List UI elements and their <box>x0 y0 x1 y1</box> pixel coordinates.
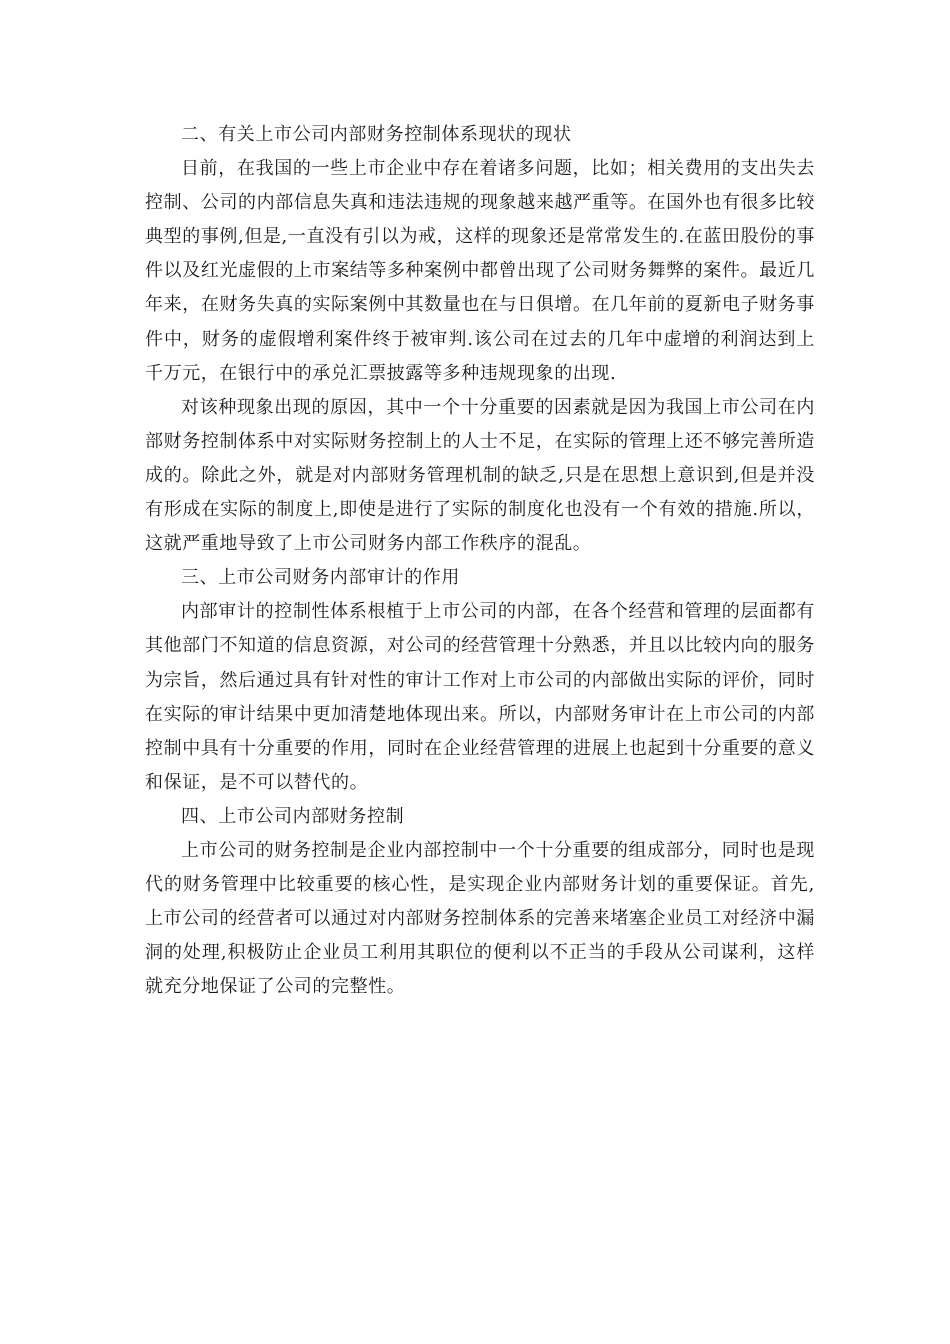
paragraph-audit-role: 内部审计的控制性体系根植于上市公司的内部，在各个经营和管理的层面都有其他部门不知道的信息资源，对公司的经营管理十分熟悉，并且以比较内向的服务为宗旨，然后通过具有针对性的审计工作对上市公司的内部做出实际的评价，同时在实际的审计结果中更加清楚地体现出来。所以，内部财务审计在上市公司的内部控制中具有十分重要的作用，同时在企业经营管理的进展上也起到十分重要的意义和保证，是不可以替代的。 <box>145 601 815 793</box>
section-heading-2: 二、有关上市公司内部财务控制体系现状的现状 <box>181 124 572 145</box>
paragraph-status-examples: 日前，在我国的一些上市企业中存在着诸多问题，比如；相关费用的支出失去控制、公司的内部信息失真和违法违规的现象越来越严重等。在国外也有很多比较典型的事例,但是,一直没有引以为戒，这样的现象还是常常发生的.在蓝田股份的事件以及红光虚假的上市案结等多种案例中都曾出现了公司财务舞弊的案件。最近几年来，在财务失真的实际案例中其数量也在与日俱增。在几年前的夏新电子财务事件中，财务的虚假增利案件终于被审判.该公司在过去的几年中虚增的利润达到上千万元，在银行中的承兑汇票披露等多种违规现象的出现. <box>145 158 815 384</box>
paragraph-status-causes: 对该种现象出现的原因，其中一个十分重要的因素就是因为我国上市公司在内部财务控制体系中对实际财务控制上的人士不足，在实际的管理上还不够完善所造成的。除此之外，就是对内部财务管理机制的缺乏,只是在思想上意识到,但是并没有形成在实际的制度上,即使是进行了实际的制度化也没有一个有效的措施.所以，这就严重地导致了上市公司财务内部工作秩序的混乱。 <box>145 396 815 555</box>
section-heading-4: 四、上市公司内部财务控制 <box>181 805 405 827</box>
document-page <box>145 118 815 1004</box>
section-heading-3: 三、上市公司财务内部审计的作用 <box>181 567 460 589</box>
paragraph-financial-control: 上市公司的财务控制是企业内部控制中一个十分重要的组成部分，同时也是现代的财务管理中比较重要的核心性，是实现企业内部财务计划的重要保证。首先,上市公司的经营者可以通过对内部财务控制体系的完善来堵塞企业员工对经济中漏洞的处理,积极防止企业员工利用其职位的便利以不正当的手段从公司谋利，这样就充分地保证了公司的完整性。 <box>145 839 815 998</box>
